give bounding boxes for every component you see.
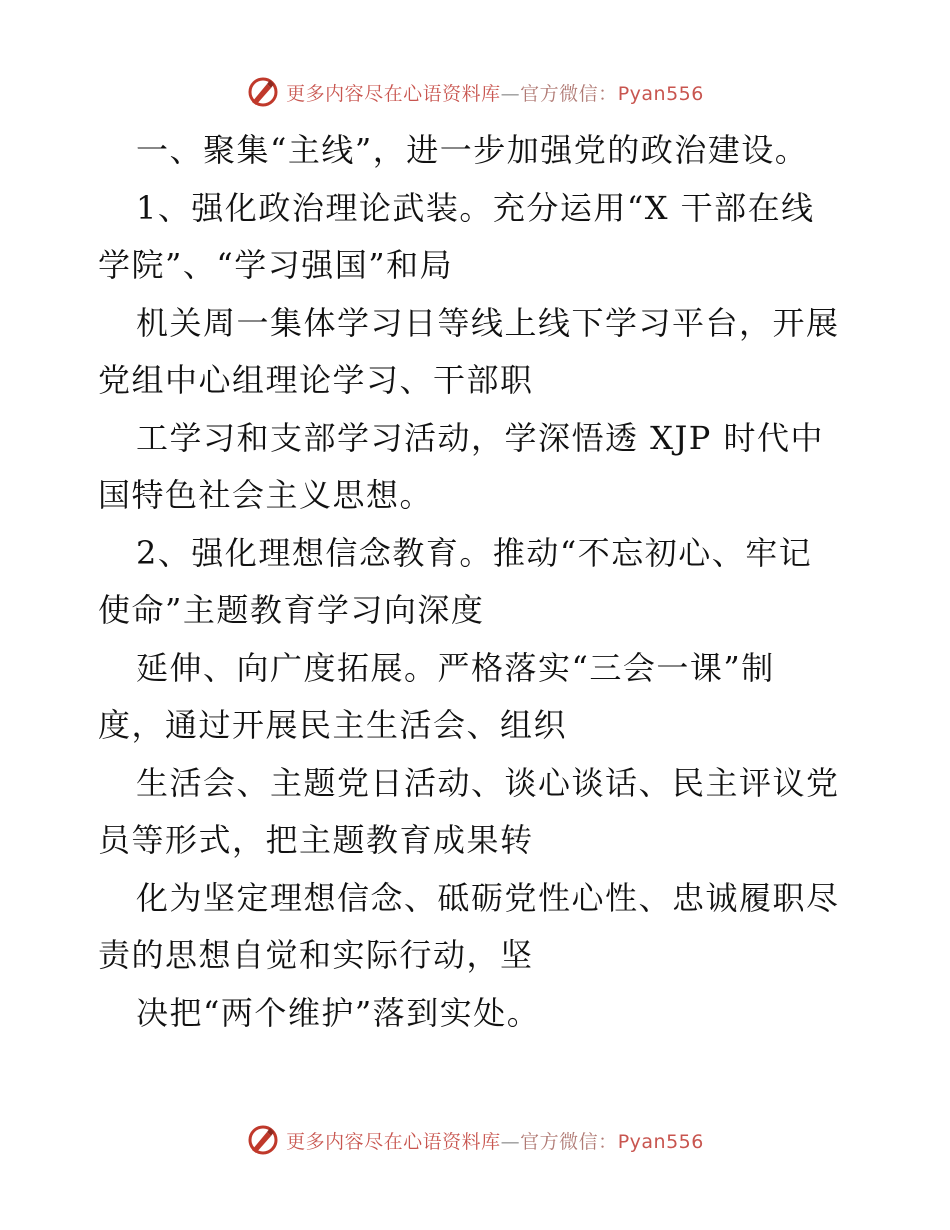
pen-logo-icon: [246, 75, 280, 109]
text-line: 生活会、主题党日活动、谈心谈话、民主评议党: [136, 763, 840, 802]
footer-watermark: [0, 1120, 950, 1160]
watermark-main: 更多内容尽在心语资料库: [286, 82, 501, 105]
watermark-text: [286, 1127, 704, 1154]
watermark-id: Pyan556: [617, 82, 704, 105]
pen-logo-icon: [246, 1123, 280, 1157]
watermark-text: [286, 79, 704, 106]
text-line: 度，通过开展民主生活会、组织: [98, 706, 568, 744]
text-line: 1、强化政治理论武装。充分运用“X 干部在线: [136, 188, 815, 227]
text-line: 责的思想自觉和实际行动，坚: [98, 936, 534, 974]
text-line: 一、聚集“主线”，进一步加强党的政治建设。: [136, 131, 809, 169]
text-line: 化为坚定理想信念、砥砺党性心性、忠诚履职尽: [136, 878, 840, 917]
text-line: 工学习和支部学习活动，学深悟透 XJP 时代中: [136, 418, 824, 457]
watermark-id: Pyan556: [617, 1130, 704, 1153]
document-body: [98, 122, 858, 1042]
text-line: 国特色社会主义思想。: [98, 476, 434, 514]
header-watermark: [0, 72, 950, 112]
text-line: 使命”主题教育学习向深度: [98, 591, 485, 629]
text-line: 员等形式，把主题教育成果转: [98, 821, 534, 859]
text-line: 学院”、“学习强国”和局: [98, 246, 454, 284]
text-line: 机关周一集体学习日等线上线下学习平台，开展: [136, 303, 840, 342]
watermark-main: 更多内容尽在心语资料库: [286, 1130, 501, 1153]
text-line: 党组中心组理论学习、干部职: [98, 361, 534, 399]
watermark-label: 官方微信：: [520, 82, 618, 105]
text-line: 延伸、向广度拓展。严格落实“三会一课”制: [136, 648, 775, 687]
text-line: 2、强化理想信念教育。推动“不忘初心、牢记: [136, 533, 813, 572]
watermark-label: 官方微信：: [520, 1130, 618, 1153]
watermark-separator: —: [500, 1130, 521, 1153]
watermark-separator: —: [500, 82, 521, 105]
text-line: 决把“两个维护”落到实处。: [136, 993, 541, 1032]
